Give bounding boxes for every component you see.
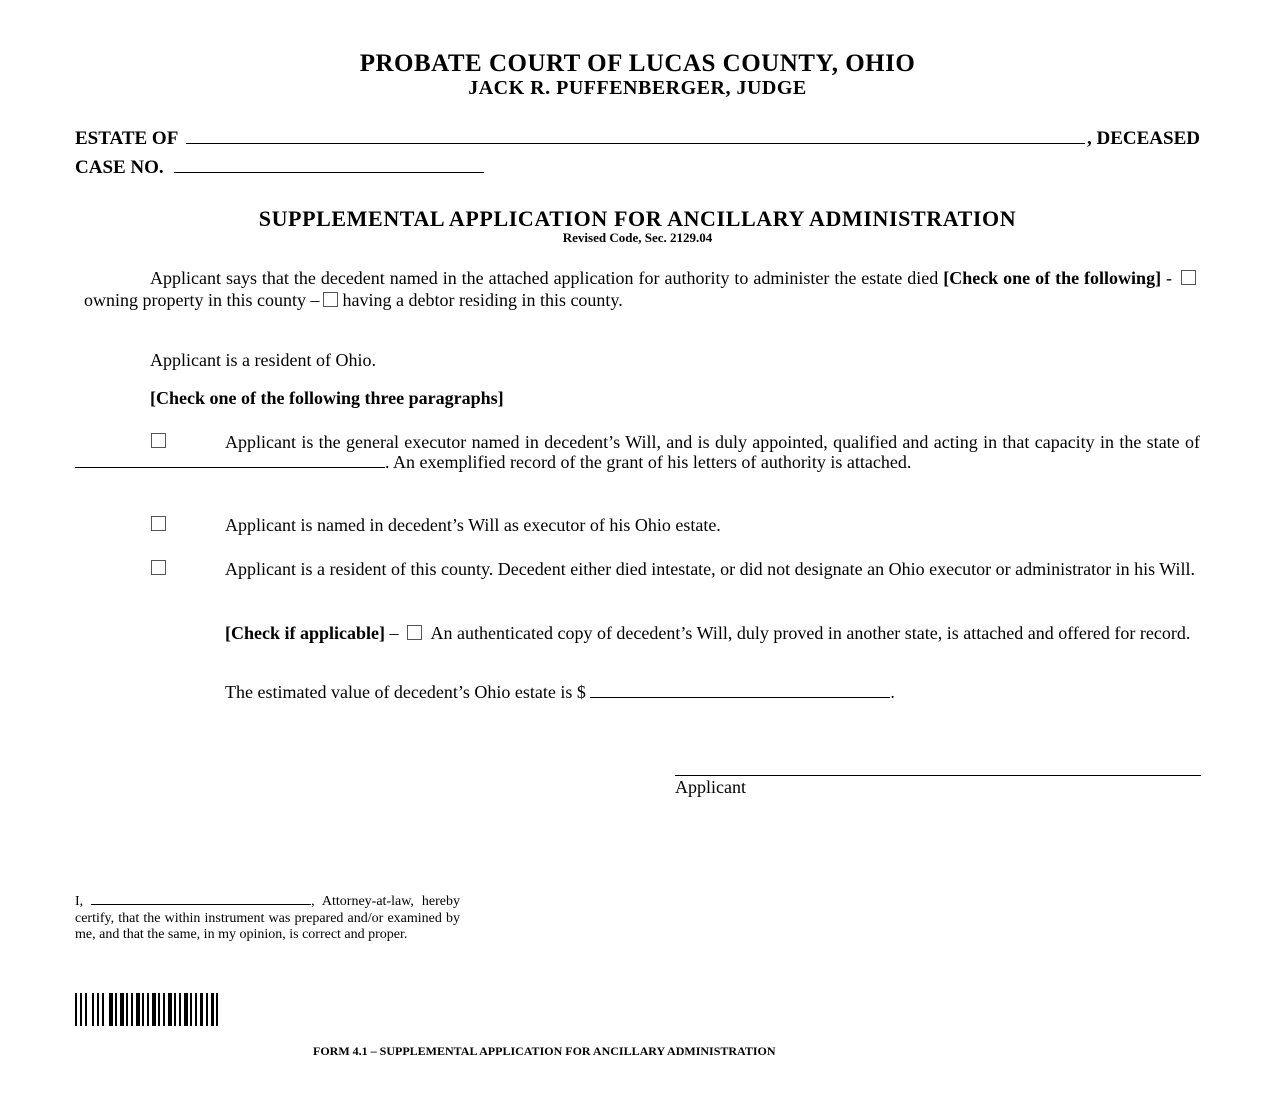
period: . [890,682,895,702]
option-text: . An exemplified record of the grant of his letters of authority is attached. [385,452,912,472]
state-field[interactable] [75,453,385,468]
case-no-label: CASE NO. [75,157,164,178]
applicant-label: Applicant [675,777,746,797]
paragraph-will-copy [75,623,1200,643]
checkbox-debtor-residing[interactable] [323,292,338,307]
revised-code: Revised Code, Sec. 2129.04 [562,230,713,245]
barcode [75,993,218,1026]
cert-text: , Attorney-at-law, [311,894,414,909]
estimate-text: The estimated value of decedent’s Ohio estate is $ [225,682,591,702]
cert-text: hereby certify, that the within instrument was prepared and/or examined by me, and that the same, in my opinion, is correct and proper. [75,894,460,942]
option-debtor-residing: having a debtor residing in this county. [342,290,623,310]
estate-line [75,128,1200,150]
instruction-text: [Check one of the following] [943,268,1162,288]
case-line [75,157,484,179]
form-title: SUPPLEMENTAL APPLICATION FOR ANCILLARY ADMINISTRATION [258,206,1017,231]
attorney-certification [75,893,460,944]
paragraph-decedent [75,267,1200,311]
option-text: Applicant is the general executor named in decedent’s Will, and is duly appointed, qualified and acting in that capacity in the state of [225,432,1200,452]
cert-text: I, [75,894,92,909]
estimated-value-field[interactable] [590,683,890,698]
checkbox-will-copy[interactable] [407,625,422,640]
estimated-value-line [225,682,895,703]
instruction-three-paragraphs: [Check one of the following three paragraphs] [150,388,504,408]
option-general-executor [75,432,1200,472]
para-text: Applicant says that the decedent named in the attached application for authority to administer the estate died [150,268,944,288]
option-county-resident: Applicant is a resident of this county. Decedent either died intestate, or did not designate an Ohio executor or administrator in his Will. [225,559,1196,579]
will-copy-text: An authenticated copy of decedent’s Will, duly proved in another state, is attached and offered for record. [430,623,1191,643]
dash: - [1161,268,1177,288]
option-ohio-executor: Applicant is named in decedent’s Will as executor of his Ohio estate. [225,515,721,535]
estate-of-label: ESTATE OF [75,128,179,149]
deceased-label: , DECEASED [1087,128,1200,149]
case-number-field[interactable] [174,158,484,173]
dash: – [385,623,403,643]
checkbox-owning-property[interactable] [1181,270,1196,285]
attorney-name-field[interactable] [91,893,311,905]
judge-name: JACK R. PUFFENBERGER, JUDGE [468,77,807,99]
resident-ohio: Applicant is a resident of Ohio. [150,350,376,370]
option-owning-property: owning property in this county – [84,290,320,310]
instruction-text: [Check if applicable] [225,623,385,643]
form-footer: FORM 4.1 – SUPPLEMENTAL APPLICATION FOR ANCILLARY ADMINISTRATION [313,1044,776,1058]
court-name: PROBATE COURT OF LUCAS COUNTY, OHIO [359,50,916,77]
estate-name-field[interactable] [186,129,1085,144]
signature-line[interactable] [675,775,1201,776]
